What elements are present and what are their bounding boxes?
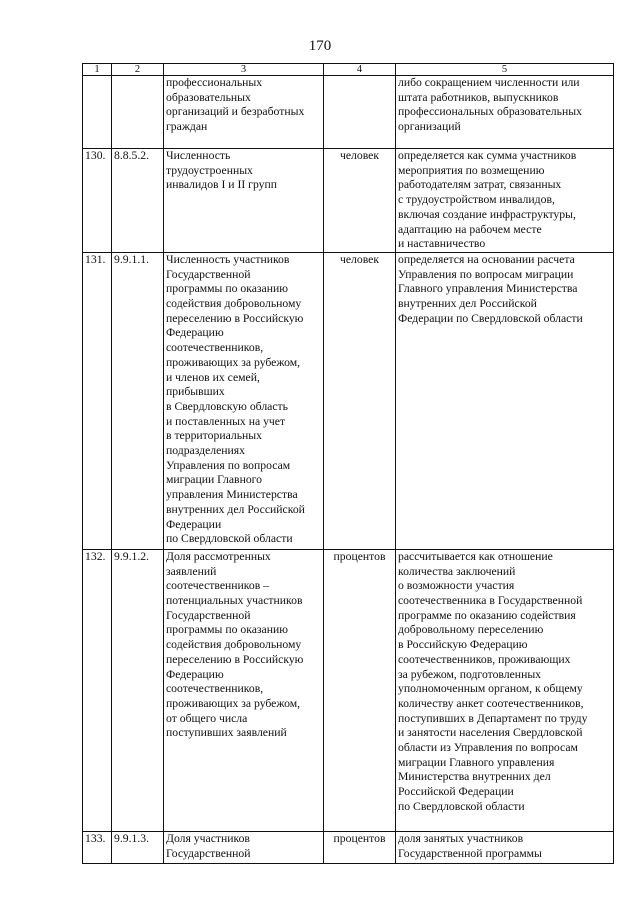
row-code: [112, 76, 164, 149]
column-header-5: 5: [396, 64, 614, 76]
row-number: 131.: [83, 252, 112, 549]
unit-of-measure: человек: [324, 252, 396, 549]
row-number: 132.: [83, 549, 112, 831]
unit-of-measure: процентов: [324, 549, 396, 831]
row-number: 133.: [83, 831, 112, 863]
row-number: 130.: [83, 149, 112, 253]
unit-of-measure: [324, 76, 396, 149]
calculation-method: определяется на основании расчета Управления по вопросам миграции Главного управления Министерства внутренних дел Российской Федерации по Свердловской области: [396, 252, 614, 549]
row-code: 8.8.5.2.: [112, 149, 164, 253]
page-number: 170: [308, 38, 332, 54]
unit-of-measure: процентов: [324, 831, 396, 863]
table-row: [83, 549, 614, 831]
column-header-2: 2: [112, 64, 164, 76]
table-row: [83, 76, 614, 149]
row-code: 9.9.1.3.: [112, 831, 164, 863]
indicator-name: Доля рассмотренных заявлений соотечественников – потенциальных участников Государственной программы по оказанию содействия добровольному переселению в Российскую Федерацию соотечественников, проживающих за рубежом, от общего числа поступивших заявлений: [164, 549, 324, 831]
indicator-name: Численность трудоустроенных инвалидов I и II групп: [164, 149, 324, 253]
row-code: 9.9.1.2.: [112, 549, 164, 831]
table-row: [83, 252, 614, 549]
column-header-3: 3: [164, 64, 324, 76]
calculation-method: доля занятых участников Государственной программы: [396, 831, 614, 863]
row-code: 9.9.1.1.: [112, 252, 164, 549]
table-row: [83, 149, 614, 253]
row-number: [83, 76, 112, 149]
calculation-method: либо сокращением численности или штата работников, выпускников профессиональных образовательных организаций: [396, 76, 614, 149]
calculation-method: рассчитывается как отношение количества заключений о возможности участия соотечественника в Государственной программе по оказанию содействия добровольному переселению в Российскую Федерацию соотечественников, проживающих за рубежом, подготовленных уполномоченным органом, к общему количеству анкет соотечественников, поступивших в Департамент по труду и занятости населения Свердловской области из Управления по вопросам миграции Главного управления Министерства внутренних дел Российской Федерации по Свердловской области: [396, 549, 614, 831]
indicator-name: Численность участников Государственной программы по оказанию содействия добровольному переселению в Российскую Федерацию соотечественников, проживающих за рубежом, и членов их семей, прибывших в Свердловскую область и поставленных на учет в территориальных подразделениях Управления по вопросам миграции Главного управления Министерства внутренних дел Российской Федерации по Свердловской области: [164, 252, 324, 549]
calculation-method: определяется как сумма участников мероприятия по возмещению работодателям затрат, связанных с трудоустройством инвалидов, включая создание инфраструктуры, адаптацию на рабочем месте и наставничество: [396, 149, 614, 253]
unit-of-measure: человек: [324, 149, 396, 253]
indicators-table: [82, 63, 614, 864]
column-header-4: 4: [324, 64, 396, 76]
indicator-name: профессиональных образовательных организаций и безработных граждан: [164, 76, 324, 149]
column-header-1: 1: [83, 64, 112, 76]
table-row: [83, 831, 614, 863]
header-row: [83, 64, 614, 76]
indicator-name: Доля участников Государственной: [164, 831, 324, 863]
